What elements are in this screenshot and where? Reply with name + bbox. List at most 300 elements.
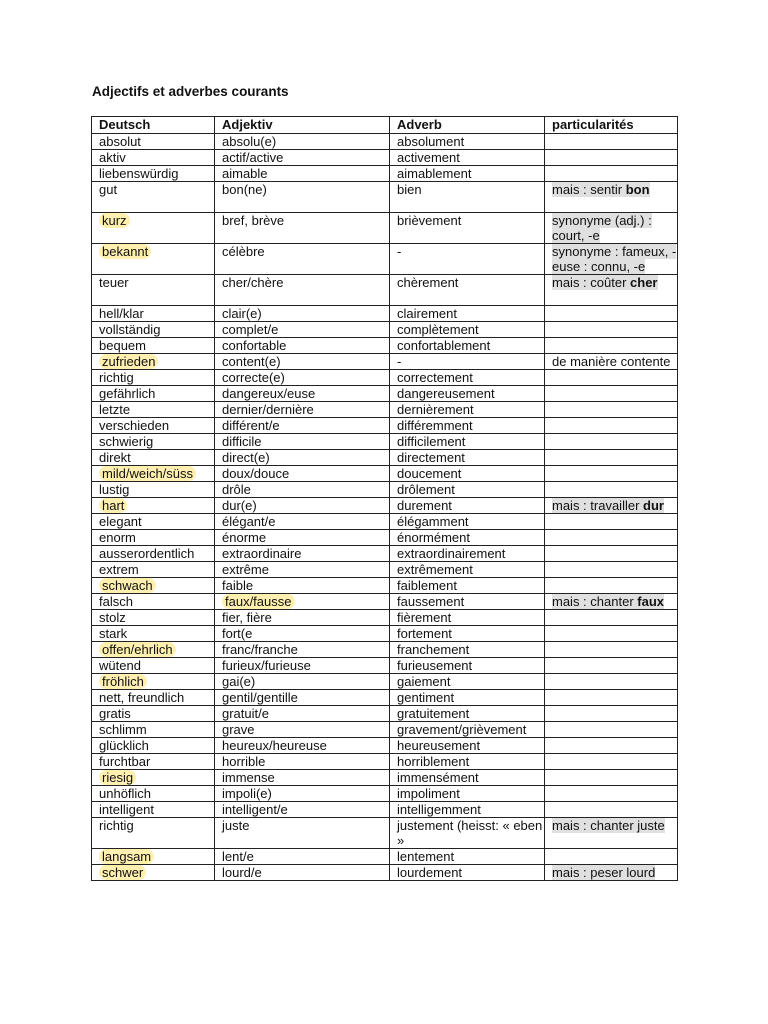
cell-adjektiv [215,402,390,418]
cell-particularites [545,642,678,658]
cell-deutsch [92,150,215,166]
header-deutsch: Deutsch [92,117,215,134]
cell-adverb-text: difficilement [397,434,466,449]
cell-adverb-text: doucement [397,466,462,481]
cell-adjektiv [215,275,390,306]
cell-adverb-text: clairement [397,306,457,321]
note-text: mais : chanter juste [552,818,665,833]
cell-adjektiv-text: correcte(e) [222,370,285,385]
cell-adverb [390,370,545,386]
cell-adjektiv [215,322,390,338]
cell-adjektiv [215,434,390,450]
cell-adverb [390,418,545,434]
cell-particularites [545,418,678,434]
cell-adjektiv-text: difficile [222,434,262,449]
cell-particularites [545,626,678,642]
cell-adverb-text: horriblement [397,754,470,769]
cell-adjektiv [215,770,390,786]
cell-deutsch [92,530,215,546]
cell-deutsch-text: furchtbar [99,754,151,769]
cell-adverb-text: faussement [397,594,465,609]
cell-adverb [390,354,545,370]
cell-adverb-text: lentement [397,849,455,864]
cell-adverb [390,244,545,275]
cell-adverb-text: drôlement [397,482,455,497]
cell-deutsch [92,386,215,402]
cell-deutsch-text: stolz [99,610,126,625]
cell-adverb-text: élégamment [397,514,469,529]
cell-adjektiv [215,498,390,514]
cell-adjektiv [215,244,390,275]
table-row [92,498,678,514]
cell-deutsch [92,402,215,418]
table-row [92,530,678,546]
table-row [92,738,678,754]
cell-adverb [390,213,545,244]
cell-adverb [390,402,545,418]
cell-adjektiv [215,865,390,881]
cell-deutsch-text: gut [99,182,118,197]
cell-adjektiv-text: différent/e [222,418,280,433]
cell-particularites [545,402,678,418]
cell-adverb-text: immensément [397,770,479,785]
cell-adjektiv [215,578,390,594]
table-row [92,434,678,450]
cell-particularites [545,275,678,306]
cell-deutsch [92,166,215,182]
cell-deutsch [92,738,215,754]
cell-adverb-text: gaiement [397,674,451,689]
cell-particularites [545,658,678,674]
cell-adverb-text: chèrement [397,275,459,290]
cell-deutsch [92,322,215,338]
cell-adjektiv-text: énorme [222,530,267,545]
cell-deutsch [92,802,215,818]
cell-particularites [545,674,678,690]
cell-deutsch-text: hell/klar [99,306,144,321]
cell-adverb [390,690,545,706]
cell-adjektiv [215,134,390,150]
note-text: mais : peser lourd [552,865,656,880]
cell-adverb [390,530,545,546]
cell-adverb [390,182,545,213]
cell-particularites [545,738,678,754]
cell-particularites [545,706,678,722]
cell-adjektiv [215,386,390,402]
table-row [92,578,678,594]
cell-deutsch [92,626,215,642]
cell-particularites [545,546,678,562]
cell-deutsch [92,450,215,466]
cell-adjektiv-text: impoli(e) [222,786,272,801]
cell-deutsch-text: gefährlich [99,386,156,401]
cell-deutsch-text: bequem [99,338,146,353]
cell-adjektiv [215,150,390,166]
note-text: mais : chanter [552,594,638,609]
note-text: de manière contente [552,354,671,369]
cell-adjektiv-text: gai(e) [222,674,256,689]
cell-adjektiv [215,818,390,849]
cell-adverb [390,849,545,865]
cell-particularites [545,306,678,322]
cell-deutsch-text: falsch [99,594,133,609]
cell-deutsch [92,182,215,213]
table-row [92,818,678,849]
table-row [92,690,678,706]
cell-deutsch [92,244,215,275]
cell-adjektiv [215,546,390,562]
vocabulary-table [91,116,678,881]
cell-adverb-text: durement [397,498,452,513]
table-row [92,134,678,150]
cell-adjektiv-text: extrême [222,562,269,577]
cell-adverb-text: - [397,354,402,369]
cell-deutsch-text: fröhlich [99,674,147,689]
table-row [92,386,678,402]
cell-deutsch-text: zufrieden [99,354,158,369]
cell-adverb [390,722,545,738]
cell-adverb [390,706,545,722]
table-row [92,786,678,802]
cell-adverb-text: gratuitement [397,706,470,721]
cell-adjektiv [215,418,390,434]
cell-deutsch-text: enorm [99,530,136,545]
cell-adverb [390,865,545,881]
cell-deutsch [92,722,215,738]
cell-deutsch-text: nett, freundlich [99,690,185,705]
cell-deutsch [92,306,215,322]
cell-adjektiv-text: cher/chère [222,275,284,290]
cell-adjektiv-text: faible [222,578,254,593]
cell-particularites [545,370,678,386]
cell-adverb [390,658,545,674]
cell-deutsch-text: bekannt [99,244,151,259]
cell-deutsch-text: vollständig [99,322,161,337]
cell-adverb-text: aimablement [397,166,472,181]
cell-adverb [390,642,545,658]
cell-adjektiv-text: intelligent/e [222,802,288,817]
table-row [92,322,678,338]
cell-deutsch [92,434,215,450]
note-bold-text: dur [643,498,664,513]
table-row [92,213,678,244]
cell-particularites [545,244,678,275]
cell-particularites [545,818,678,849]
cell-adjektiv [215,482,390,498]
cell-particularites [545,498,678,514]
cell-adverb [390,578,545,594]
cell-particularites [545,722,678,738]
cell-adverb [390,786,545,802]
cell-deutsch-text: gratis [99,706,131,721]
cell-adjektiv-text: gratuit/e [222,706,269,721]
cell-particularites [545,338,678,354]
cell-deutsch [92,642,215,658]
cell-particularites [545,150,678,166]
cell-deutsch-text: extrem [99,562,139,577]
cell-adjektiv [215,754,390,770]
cell-deutsch [92,213,215,244]
cell-adjektiv-text: complet/e [222,322,279,337]
cell-deutsch-text: direkt [99,450,131,465]
cell-particularites [545,578,678,594]
cell-adjektiv [215,514,390,530]
cell-deutsch-text: teuer [99,275,129,290]
cell-adjektiv [215,674,390,690]
cell-particularites [545,213,678,244]
cell-adjektiv [215,626,390,642]
table-row [92,802,678,818]
cell-adjektiv [215,658,390,674]
cell-particularites [545,770,678,786]
table-row [92,150,678,166]
cell-adjektiv [215,594,390,610]
table-row [92,770,678,786]
cell-adverb [390,450,545,466]
cell-adjektiv [215,354,390,370]
cell-deutsch [92,134,215,150]
cell-adverb-text: directement [397,450,465,465]
cell-adverb [390,166,545,182]
cell-deutsch [92,546,215,562]
cell-particularites [545,482,678,498]
cell-adjektiv-text: absolu(e) [222,134,277,149]
cell-deutsch-text: schlimm [99,722,147,737]
cell-adjektiv-text: drôle [222,482,251,497]
note-text: synonyme : fameux, -euse : connu, -e [552,244,677,274]
header-particularites: particularités [545,117,678,134]
cell-deutsch [92,354,215,370]
cell-adjektiv-text: élégant/e [222,514,276,529]
cell-adjektiv-text: clair(e) [222,306,262,321]
note-text: synonyme (adj.) : court, -e [552,213,652,243]
cell-particularites [545,562,678,578]
cell-particularites [545,166,678,182]
cell-adverb-text: complètement [397,322,479,337]
table-row [92,754,678,770]
cell-adverb-text: faiblement [397,578,457,593]
cell-adjektiv [215,370,390,386]
table-row [92,450,678,466]
cell-adverb [390,434,545,450]
cell-adverb [390,818,545,849]
cell-deutsch [92,514,215,530]
cell-adverb-text: brièvement [397,213,462,228]
cell-adverb [390,594,545,610]
cell-deutsch [92,610,215,626]
cell-deutsch-text: offen/ehrlich [99,642,176,657]
cell-particularites [545,354,678,370]
cell-deutsch [92,865,215,881]
header-adjektiv: Adjektiv [215,117,390,134]
cell-particularites [545,514,678,530]
cell-adjektiv [215,706,390,722]
table-row [92,418,678,434]
cell-particularites [545,802,678,818]
table-row [92,674,678,690]
cell-deutsch [92,370,215,386]
cell-deutsch-text: schwer [99,865,146,880]
cell-deutsch-text: wütend [99,658,141,673]
cell-adverb-text: gentiment [397,690,455,705]
cell-deutsch [92,706,215,722]
cell-adjektiv [215,338,390,354]
cell-adverb-text: activement [397,150,460,165]
cell-adverb-text: gravement/grièvement [397,722,527,737]
cell-deutsch [92,498,215,514]
cell-deutsch-text: verschieden [99,418,170,433]
table-row [92,482,678,498]
table-row [92,546,678,562]
cell-deutsch-text: glücklich [99,738,149,753]
table-body [92,134,678,881]
cell-adjektiv-text: aimable [222,166,268,181]
cell-deutsch-text: stark [99,626,128,641]
cell-adverb [390,386,545,402]
cell-adjektiv [215,610,390,626]
cell-deutsch [92,338,215,354]
cell-adverb [390,338,545,354]
cell-adverb-text: fièrement [397,610,452,625]
cell-adverb [390,562,545,578]
cell-adjektiv [215,690,390,706]
cell-deutsch-text: letzte [99,402,131,417]
table-row [92,166,678,182]
cell-adjektiv-text: direct(e) [222,450,270,465]
cell-deutsch-text: langsam [99,849,154,864]
table-row [92,706,678,722]
cell-adverb [390,134,545,150]
cell-adverb-text: heureusement [397,738,481,753]
cell-adverb-text: absolument [397,134,465,149]
cell-adverb [390,674,545,690]
cell-deutsch-text: unhöflich [99,786,152,801]
note-bold-text: faux [637,594,664,609]
table-row [92,594,678,610]
cell-adjektiv-text: content(e) [222,354,281,369]
page-title: Adjectifs et adverbes courants [92,84,289,99]
note-bold-text: bon [625,182,650,197]
cell-adverb [390,802,545,818]
cell-adverb [390,626,545,642]
table-row [92,562,678,578]
cell-deutsch-text: riesig [99,770,136,785]
cell-adjektiv [215,306,390,322]
cell-deutsch [92,418,215,434]
cell-adverb [390,466,545,482]
note-bold-text: cher [630,275,658,290]
cell-adjektiv [215,213,390,244]
cell-deutsch [92,770,215,786]
cell-particularites [545,182,678,213]
cell-adjektiv-text: doux/douce [222,466,290,481]
cell-adjektiv [215,802,390,818]
table-row [92,275,678,306]
cell-deutsch [92,849,215,865]
cell-adverb [390,322,545,338]
cell-adverb [390,275,545,306]
cell-adverb-text: bien [397,182,422,197]
table-row [92,338,678,354]
cell-adverb-text: extrêmement [397,562,473,577]
cell-adverb [390,306,545,322]
cell-adjektiv [215,166,390,182]
cell-particularites [545,530,678,546]
cell-deutsch [92,658,215,674]
cell-adverb [390,498,545,514]
cell-adverb-text: extraordinairement [397,546,506,561]
table-row [92,466,678,482]
cell-deutsch [92,786,215,802]
cell-adverb [390,514,545,530]
cell-adjektiv [215,530,390,546]
cell-adverb-text: impoliment [397,786,460,801]
cell-deutsch-text: elegant [99,514,142,529]
cell-adverb [390,150,545,166]
cell-adjektiv-text: bref, brève [222,213,285,228]
cell-particularites [545,434,678,450]
cell-adjektiv [215,786,390,802]
cell-adjektiv-text: actif/active [222,150,284,165]
cell-adjektiv-text: franc/franche [222,642,298,657]
cell-adverb [390,482,545,498]
cell-adjektiv-text: heureux/heureuse [222,738,327,753]
cell-deutsch [92,275,215,306]
cell-adjektiv-text: lourd/e [222,865,262,880]
cell-deutsch [92,674,215,690]
cell-particularites [545,610,678,626]
cell-adverb-text: fortement [397,626,452,641]
cell-deutsch-text: intelligent [99,802,154,817]
cell-adverb-text: énormément [397,530,470,545]
table-row [92,402,678,418]
cell-adverb-text: lourdement [397,865,463,880]
table-row [92,514,678,530]
cell-adjektiv-text: dernier/dernière [222,402,314,417]
cell-adjektiv-text: immense [222,770,275,785]
cell-deutsch [92,578,215,594]
cell-particularites [545,450,678,466]
cell-adjektiv [215,642,390,658]
cell-adjektiv-text: confortable [222,338,287,353]
cell-adjektiv [215,466,390,482]
cell-adjektiv-text: fier, fière [222,610,272,625]
cell-particularites [545,594,678,610]
cell-deutsch-text: liebenswürdig [99,166,179,181]
note-text: mais : travailler [552,498,644,513]
cell-adjektiv-text: horrible [222,754,266,769]
cell-adjektiv [215,722,390,738]
cell-adverb-text: furieusement [397,658,473,673]
cell-adjektiv-text: gentil/gentille [222,690,298,705]
table-row [92,865,678,881]
cell-adjektiv-text: juste [222,818,250,833]
table-header-row [92,117,678,134]
cell-adverb-text: confortablement [397,338,491,353]
header-adverb: Adverb [390,117,545,134]
table-row [92,849,678,865]
cell-deutsch-text: kurz [99,213,130,228]
table-row [92,182,678,213]
table-row [92,354,678,370]
cell-deutsch [92,466,215,482]
cell-particularites [545,786,678,802]
cell-adjektiv-text: faux/fausse [222,594,295,609]
cell-deutsch-text: richtig [99,818,134,833]
cell-adverb-text: différemment [397,418,473,433]
cell-adjektiv-text: furieux/furieuse [222,658,311,673]
table-row [92,370,678,386]
